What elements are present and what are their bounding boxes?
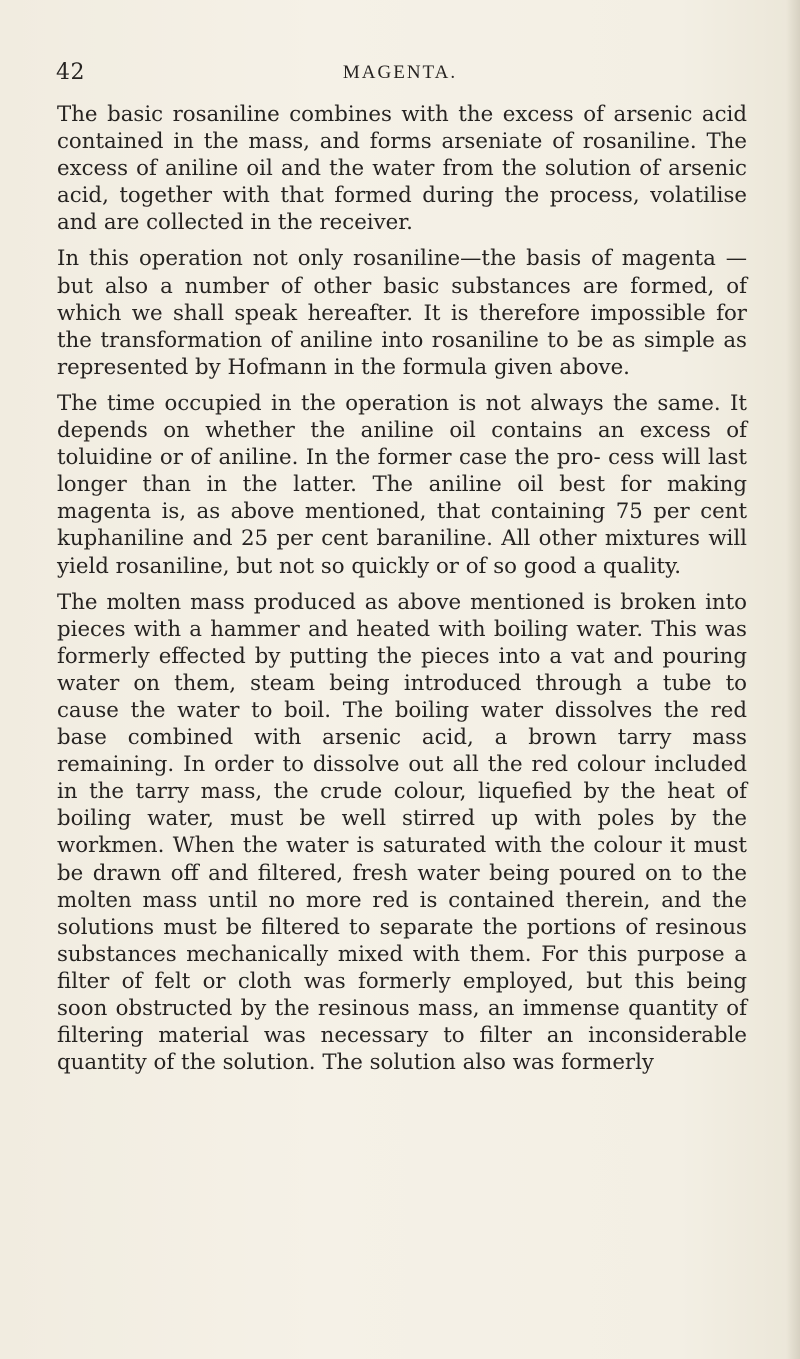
page-edge-shadow: [786, 0, 800, 1359]
page-header: [0, 60, 800, 90]
paragraph: In this operation not only rosaniline—the basis of magenta —but also a number of other basic substances are formed, of which we shall speak hereafter. It is therefore impossible for the transformation of aniline into rosaniline to be as simple as represented by Hofmann in the formula given above.: [57, 246, 747, 380]
paragraph: The basic rosaniline combines with the excess of arsenic acid contained in the mass, and forms arseniate of rosaniline. The excess of aniline oil and the water from the solution of arsenic acid, together with that formed during the process, volatilise and are collected in the receiver.: [57, 102, 747, 236]
body-text: [57, 101, 747, 1085]
paragraph: The time occupied in the operation is not always the same. It depends on whether the aniline oil contains an excess of toluidine or of aniline. In the former case the pro- cess will last longer than in the latter. The aniline oil best for making magenta is, as above mentioned, that containing 75 per cent kuphaniline and 25 per cent baraniline. All other mixtures will yield rosaniline, but not so quickly or of so good a quality.: [57, 390, 747, 579]
running-title: MAGENTA.: [342, 62, 458, 83]
paragraph: The molten mass produced as above mentioned is broken into pieces with a hammer and heated with boiling water. This was formerly effected by putting the pieces into a vat and pouring water on them, steam being introduced through a tube to cause the water to boil. The boiling water dissolves the red base combined with arsenic acid, a brown tarry mass remaining. In order to dissolve out all the red colour included in the tarry mass, the crude colour, liquefied by the heat of boiling water, must be well stirred up with poles by the workmen. When the water is saturated with the colour it must be drawn off and filtered, fresh water being poured on to the molten mass until no more red is contained therein, and the solutions must be filtered to separate the portions of resinous substances mechanically mixed with them. For this purpose a filter of felt or cloth was formerly employed, but this being soon obstructed by the resinous mass, an immense quantity of filtering material was necessary to filter an inconsiderable quantity of the solution. The solution also was formerly: [57, 589, 747, 1076]
page-number: 42: [56, 60, 85, 85]
